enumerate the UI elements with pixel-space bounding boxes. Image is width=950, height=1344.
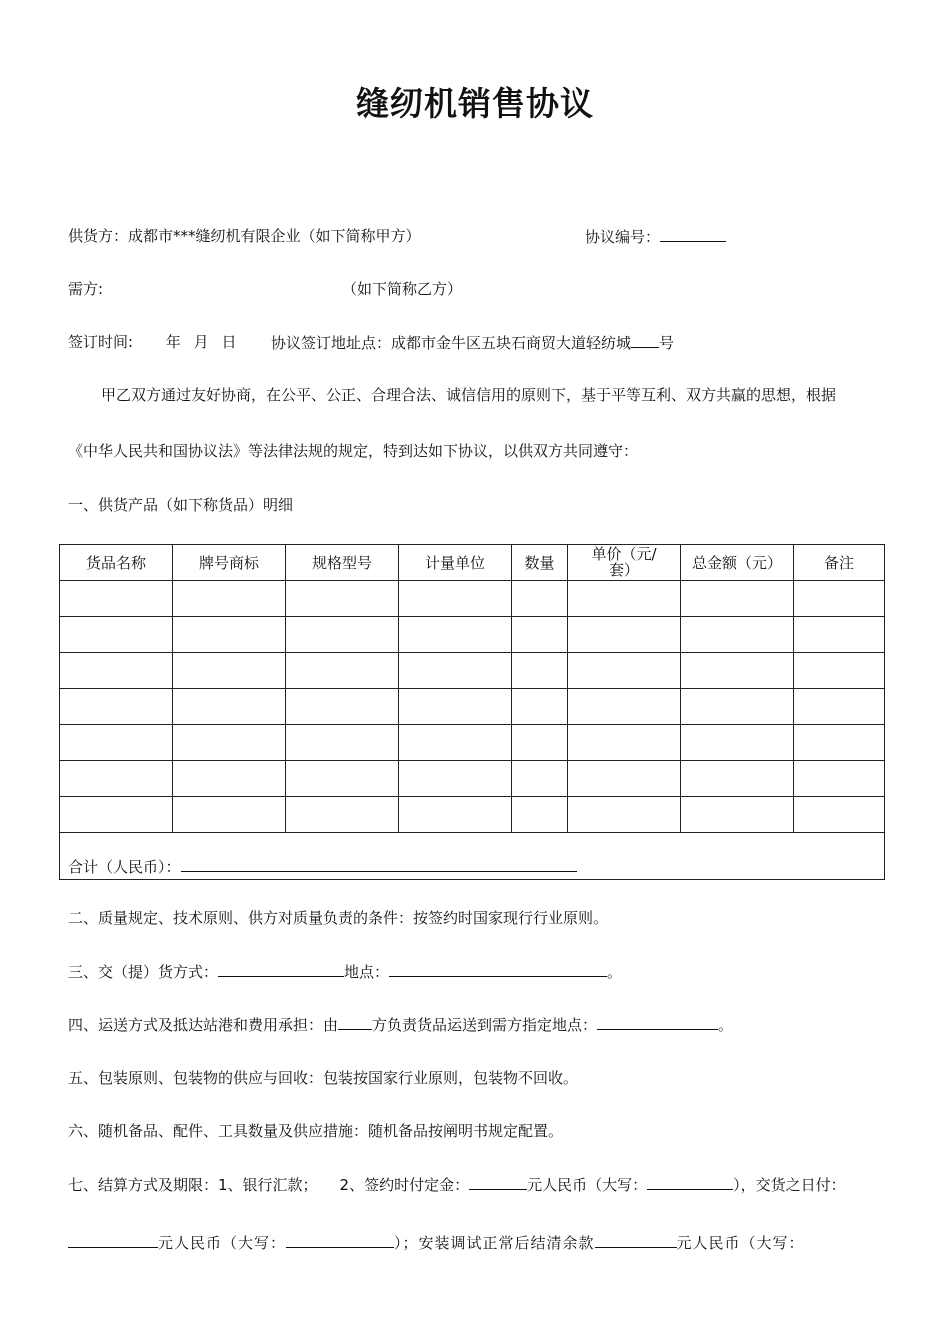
table-cell[interactable]: [681, 761, 794, 797]
table-cell[interactable]: [286, 725, 399, 761]
deposit-words-blank[interactable]: [647, 1174, 733, 1190]
delivery-pay-amount-blank[interactable]: [68, 1232, 158, 1248]
sign-place-number-blank[interactable]: [631, 332, 659, 348]
table-cell[interactable]: [794, 797, 885, 833]
table-cell[interactable]: [512, 797, 568, 833]
table-cell[interactable]: [286, 581, 399, 617]
clause-7-delivery-pay: ），交货之日付：: [733, 1176, 846, 1194]
col-header-brand: 牌号商标: [173, 545, 286, 581]
sign-place-label: 协议签订地址点：成都市金牛区五块石商贸大道轻纺城: [271, 334, 632, 352]
table-header-row: [60, 545, 885, 581]
table-cell[interactable]: [60, 581, 173, 617]
table-cell[interactable]: [60, 653, 173, 689]
sign-month: 月: [193, 333, 209, 351]
clause-7-deposit-label: 2、签约时付定金：: [339, 1176, 470, 1194]
table-cell[interactable]: [512, 653, 568, 689]
sign-day: 日: [221, 333, 237, 351]
buyer-suffix: （如下简称乙方）: [342, 280, 463, 298]
buyer-label: 需方:: [68, 280, 104, 298]
agreement-no-blank[interactable]: [660, 226, 726, 242]
table-cell[interactable]: [173, 725, 286, 761]
table-cell[interactable]: [794, 617, 885, 653]
buyer-suffix-line: [342, 279, 462, 299]
sign-time-line: [68, 332, 236, 352]
table-cell[interactable]: [399, 761, 512, 797]
supplier-value: 成都市***缝纫机有限企业（如下简称甲方）: [128, 227, 421, 245]
total-label: 合计（人民币）：: [68, 858, 181, 876]
table-cell[interactable]: [568, 725, 681, 761]
table-cell[interactable]: [512, 581, 568, 617]
total-amount-blank[interactable]: [181, 856, 577, 872]
clause-7-delivery-unit: 元人民币（大写：: [158, 1234, 287, 1252]
delivery-place-blank[interactable]: [389, 961, 607, 977]
table-cell[interactable]: [60, 797, 173, 833]
table-cell[interactable]: [399, 689, 512, 725]
buyer-line: [68, 279, 103, 299]
unit-price-header-line-1: 单价（元/: [591, 545, 657, 563]
goods-table: [59, 544, 885, 880]
agreement-no-line: [585, 226, 726, 247]
deposit-amount-blank[interactable]: [469, 1174, 527, 1190]
table-cell[interactable]: [794, 581, 885, 617]
table-total-row: [60, 833, 885, 880]
table-cell[interactable]: [794, 761, 885, 797]
table-cell[interactable]: [568, 689, 681, 725]
clause-3-label: 三、交（提）货方式：: [68, 963, 219, 981]
table-cell[interactable]: [286, 689, 399, 725]
table-row: [60, 689, 885, 725]
table-cell[interactable]: [173, 797, 286, 833]
table-cell[interactable]: [568, 797, 681, 833]
table-cell[interactable]: [60, 725, 173, 761]
transport-place-blank[interactable]: [597, 1014, 718, 1030]
table-cell[interactable]: [512, 761, 568, 797]
clause-7-line-1: [68, 1174, 846, 1195]
table-cell[interactable]: [568, 581, 681, 617]
balance-amount-blank[interactable]: [595, 1232, 677, 1248]
col-header-total: 总金额（元）: [681, 545, 794, 581]
document-title: 缝纫机销售协议: [356, 84, 594, 123]
table-cell[interactable]: [173, 653, 286, 689]
table-cell[interactable]: [794, 653, 885, 689]
goods-table-body: [60, 581, 885, 880]
transport-party-blank[interactable]: [338, 1014, 372, 1030]
table-cell[interactable]: [681, 689, 794, 725]
total-cell: [60, 833, 885, 880]
table-cell[interactable]: [60, 617, 173, 653]
table-row: [60, 761, 885, 797]
table-cell[interactable]: [60, 761, 173, 797]
table-cell[interactable]: [173, 761, 286, 797]
col-header-spec: 规格型号: [286, 545, 399, 581]
table-cell[interactable]: [173, 617, 286, 653]
col-header-unit: 计量单位: [399, 545, 512, 581]
clause-6: 六、随机备品、配件、工具数量及供应措施：随机备品按阐明书规定配置。: [68, 1122, 564, 1140]
clause-7-deposit-unit: 元人民币（大写：: [527, 1176, 648, 1194]
table-cell[interactable]: [568, 761, 681, 797]
clause-7-line-2: [68, 1232, 805, 1253]
preamble-line-1: 甲乙双方通过友好协商，在公平、公正、合理合法、诚信信用的原则下，基于平等互利、双方共赢的思想，根据: [101, 386, 837, 404]
table-cell[interactable]: [399, 617, 512, 653]
table-cell[interactable]: [681, 617, 794, 653]
sign-place-line: [271, 332, 674, 353]
table-row: [60, 797, 885, 833]
delivery-pay-words-blank[interactable]: [286, 1232, 394, 1248]
table-cell[interactable]: [512, 725, 568, 761]
clause-2: 二、质量规定、技术原则、供方对质量负责的条件：按签约时国家现行行业原则。: [68, 909, 609, 927]
table-cell[interactable]: [681, 653, 794, 689]
table-cell[interactable]: [681, 725, 794, 761]
table-cell[interactable]: [286, 797, 399, 833]
table-cell[interactable]: [286, 761, 399, 797]
sign-time-label: 签订时间:: [68, 333, 134, 351]
delivery-method-blank[interactable]: [218, 961, 344, 977]
col-header-remarks: 备注: [794, 545, 885, 581]
clause-7-label: 七、结算方式及期限：1、银行汇款；: [68, 1176, 318, 1194]
col-header-unit-price: [568, 545, 681, 581]
clause-7-balance-label: ）；安装调试正常后结清余款: [394, 1234, 595, 1252]
clause-3-place-label: 地点：: [344, 963, 390, 981]
clause-4-mid: 方负责货品运送到需方指定地点：: [372, 1016, 598, 1034]
table-cell[interactable]: [286, 617, 399, 653]
clause-3-end: 。: [607, 963, 623, 981]
preamble-line-2: 《中华人民共和国协议法》等法律法规的规定，特到达如下协议，以供双方共同遵守：: [68, 442, 639, 460]
table-cell[interactable]: [512, 689, 568, 725]
clause-4-end: 。: [718, 1016, 734, 1034]
sign-place-suffix: 号: [659, 334, 675, 352]
table-cell[interactable]: [60, 689, 173, 725]
table-cell[interactable]: [399, 581, 512, 617]
table-cell[interactable]: [173, 689, 286, 725]
table-cell[interactable]: [399, 797, 512, 833]
clause-3: [68, 961, 622, 982]
clause-5: 五、包装原则、包装物的供应与回收：包装按国家行业原则，包装物不回收。: [68, 1069, 579, 1087]
table-cell[interactable]: [681, 797, 794, 833]
table-row: [60, 581, 885, 617]
col-header-name: 货品名称: [60, 545, 173, 581]
clause-4-label: 四、运送方式及抵达站港和费用承担：由: [68, 1016, 339, 1034]
agreement-no-label: 协议编号：: [585, 228, 661, 246]
table-cell[interactable]: [794, 689, 885, 725]
table-row: [60, 725, 885, 761]
table-row: [60, 653, 885, 689]
table-cell[interactable]: [568, 617, 681, 653]
table-cell[interactable]: [794, 725, 885, 761]
table-cell[interactable]: [173, 581, 286, 617]
unit-price-header-line-2: 套）: [608, 561, 639, 579]
supplier-line: [68, 226, 421, 246]
table-cell[interactable]: [681, 581, 794, 617]
table-cell[interactable]: [286, 653, 399, 689]
clause-7-balance-unit: 元人民币（大写：: [676, 1234, 805, 1252]
table-cell[interactable]: [399, 725, 512, 761]
table-row: [60, 617, 885, 653]
table-cell[interactable]: [568, 653, 681, 689]
supplier-label: 供货方：: [68, 227, 129, 245]
sign-year: 年: [165, 333, 181, 351]
clause-4: [68, 1014, 733, 1035]
section-1-title: 一、供货产品（如下称货品）明细: [68, 496, 294, 514]
col-header-quantity: 数量: [512, 545, 568, 581]
table-cell[interactable]: [512, 617, 568, 653]
table-cell[interactable]: [399, 653, 512, 689]
